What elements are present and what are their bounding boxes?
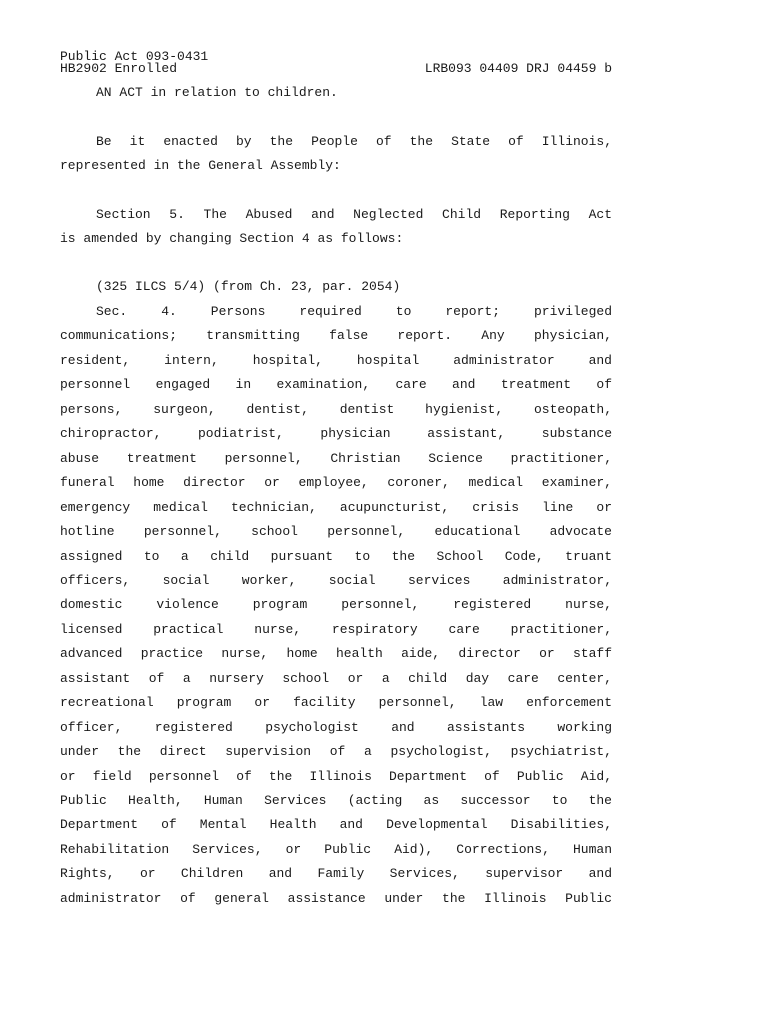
body-line: advanced practice nurse, home health aide, director or staff [60, 646, 612, 661]
section-heading-line-1: Section 5. The Abused and Neglected Child Reporting Act [96, 207, 612, 222]
body-line: under the direct supervision of a psychologist, psychiatrist, [60, 744, 612, 759]
body-line: officers, social worker, social services administrator, [60, 573, 612, 588]
section-heading-line-2: is amended by changing Section 4 as follows: [60, 231, 404, 246]
body-line: officer, registered psychologist and assistants working [60, 720, 612, 735]
public-act-number: Public Act 093-0431 [60, 49, 209, 64]
body-line: assigned to a child pursuant to the School Code, truant [60, 549, 612, 564]
body-line: Rehabilitation Services, or Public Aid), Corrections, Human [60, 842, 612, 857]
body-line: recreational program or facility personnel, law enforcement [60, 695, 612, 710]
bill-number: HB2902 Enrolled [60, 61, 178, 76]
body-line: chiropractor, podiatrist, physician assistant, substance [60, 426, 612, 441]
body-line: emergency medical technician, acupuncturist, crisis line or [60, 500, 612, 515]
act-title: AN ACT in relation to children. [96, 85, 338, 100]
body-line: administrator of general assistance under the Illinois Public [60, 891, 612, 906]
enacting-clause-line-2: represented in the General Assembly: [60, 158, 341, 173]
body-line: domestic violence program personnel, registered nurse, [60, 597, 612, 612]
body-line: resident, intern, hospital, hospital administrator and [60, 353, 612, 368]
body-line: Sec. 4. Persons required to report; privileged [96, 304, 612, 319]
body-line: personnel engaged in examination, care and treatment of [60, 377, 612, 392]
body-line: licensed practical nurse, respiratory care practitioner, [60, 622, 612, 637]
body-line: Department of Mental Health and Developmental Disabilities, [60, 817, 612, 832]
enacting-clause-line-1: Be it enacted by the People of the State of Illinois, [96, 134, 612, 149]
body-line: communications; transmitting false report. Any physician, [60, 328, 612, 343]
body-line: abuse treatment personnel, Christian Science practitioner, [60, 451, 612, 466]
body-line: Rights, or Children and Family Services, supervisor and [60, 866, 612, 881]
lrb-number: LRB093 04409 DRJ 04459 b [424, 61, 612, 76]
body-line: hotline personnel, school personnel, educational advocate [60, 524, 612, 539]
statute-citation: (325 ILCS 5/4) (from Ch. 23, par. 2054) [96, 279, 401, 294]
body-line: assistant of a nursery school or a child day care center, [60, 671, 612, 686]
body-line: funeral home director or employee, coroner, medical examiner, [60, 475, 612, 490]
body-line: Public Health, Human Services (acting as successor to the [60, 793, 612, 808]
body-line: persons, surgeon, dentist, dentist hygienist, osteopath, [60, 402, 612, 417]
body-line: or field personnel of the Illinois Department of Public Aid, [60, 769, 612, 784]
